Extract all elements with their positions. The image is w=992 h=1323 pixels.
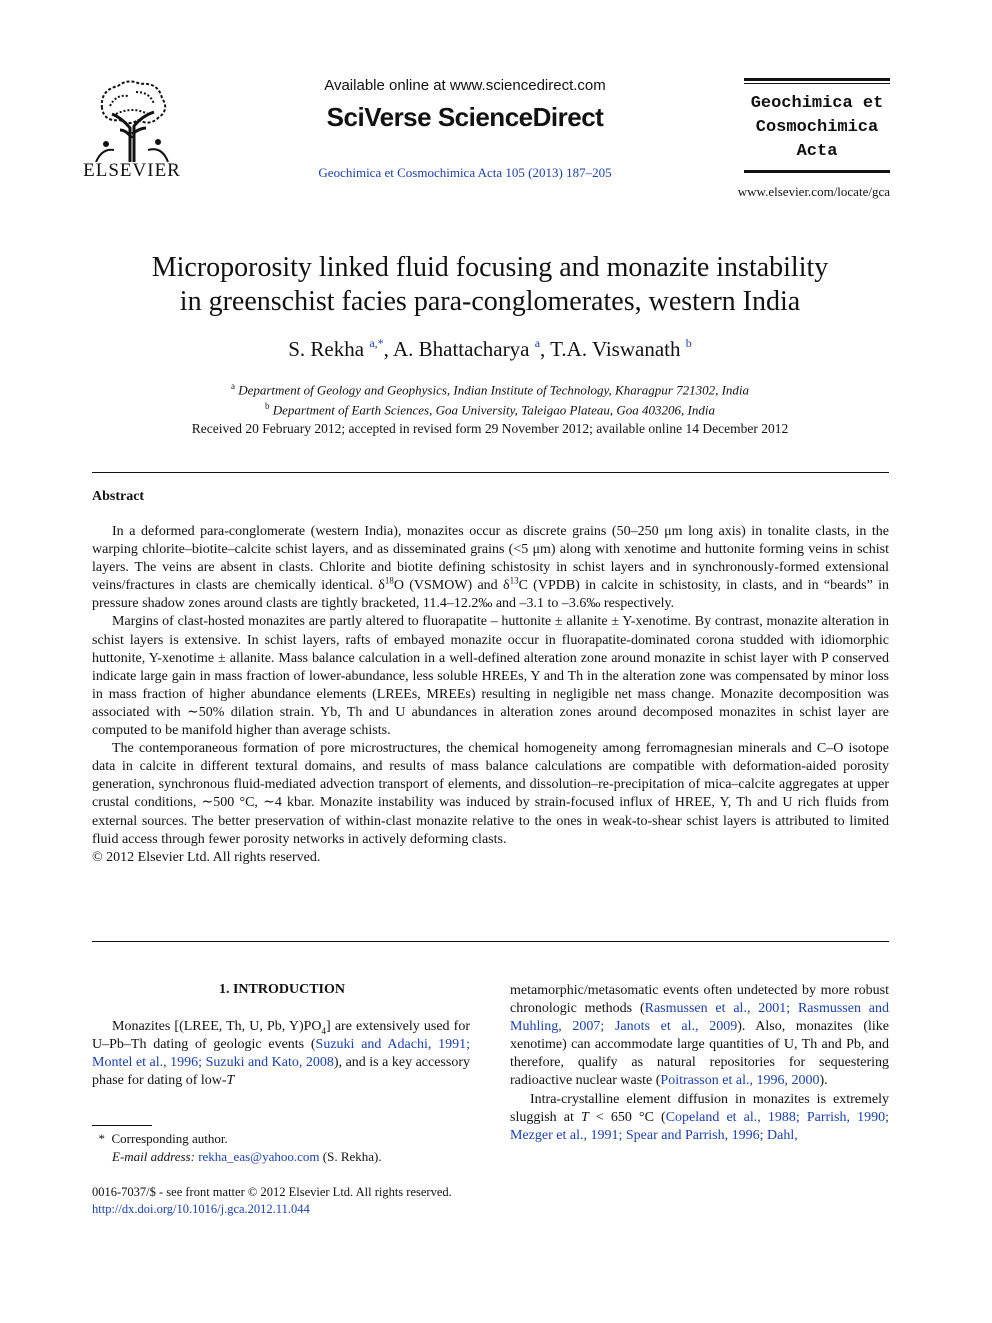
- affiliation-text: Department of Geology and Geophysics, Indian Institute of Technology, Kharagpur 721302, India: [238, 382, 750, 398]
- journal-name-line: Cosmochimica: [755, 118, 879, 137]
- subscript: 4: [321, 1025, 327, 1036]
- email-line: [92, 1148, 482, 1166]
- affiliation-mark: b: [265, 401, 270, 412]
- text-run: ), and is a key accessory phase for dating of low-: [92, 1055, 470, 1089]
- right-column: [510, 982, 889, 1145]
- divider: [92, 472, 889, 473]
- copyright: © 2012 Elsevier Ltd. All rights reserved.: [92, 849, 321, 865]
- elsevier-tree-icon: [92, 78, 172, 162]
- elsevier-logo: [80, 78, 184, 184]
- body-paragraph: [510, 982, 889, 1091]
- text-run: ).: [819, 1073, 828, 1089]
- text-run: C (VPDB) in calcite in schistosity, in clasts, and in “beards” in pressure shadow zones around clasts are tightly bracketed, 11.4–12.2‰ and –3.1 to –3.6‰ respectively.: [92, 578, 889, 612]
- affiliation: [92, 398, 888, 418]
- superscript: 18: [384, 575, 394, 586]
- received-dates: Received 20 February 2012; accepted in revised form 29 November 2012; available online 14 December 2012: [191, 421, 789, 436]
- title-line: in greenschist facies para-conglomerates, western India: [179, 286, 801, 317]
- footnote-rule: [92, 1125, 152, 1126]
- footnote: [92, 1130, 482, 1165]
- abstract-paragraph: [92, 523, 889, 613]
- journal-citation-link[interactable]: Geochimica et Cosmochimica Acta 105 (2013) 187–205: [318, 165, 612, 180]
- text-run: metamorphic/metasomatic events often undetected by more robust chronologic methods (: [510, 983, 889, 1017]
- affiliation-text: Department of Earth Sciences, Goa University, Taleigao Plateau, Goa 403206, India: [272, 402, 715, 418]
- divider: [92, 941, 889, 942]
- left-column: [92, 1018, 470, 1090]
- journal-name-line: Acta: [796, 142, 838, 161]
- abstract-paragraph: The contemporaneous formation of pore microstructures, the chemical homogeneity among ferromagnesian minerals and C–O isotope data in calcite in different textural domains, and results of mass balance calculations are compatible with deformation-aided porosity generation, synchronous fluid-mediated advection transport of elements, and dissolution–re-precipitation of mica–calcite aggregates at upper crustal conditions, ∼500 °C, ∼4 kbar. Monazite instability was induced by strain-focused influx of HREE, Y, Th and U rich fluids from external sources. The better preservation of within-clast monazite relative to the ones in weak-to-shear schist layers is attributed to limited fluid access through fewer porosity networks in actively deforming clasts.: [92, 741, 889, 847]
- author-list: S. Rekha $^{a,*}$, A. Bhattacharya $^a$, T.A. Viswanath $^b$: [288, 336, 692, 361]
- author-name: A. Bhattacharya: [392, 337, 530, 361]
- author-marks[interactable]: a,*: [369, 336, 384, 350]
- text-run: ] are extensively used for U–Pb–Th dating of geologic events (: [92, 1019, 470, 1053]
- journal-name: [744, 84, 890, 170]
- article-title: [92, 251, 888, 319]
- corresponding-author: [92, 1130, 482, 1148]
- body-paragraph: [92, 1018, 470, 1090]
- email-link[interactable]: rekha_eas@yahoo.com: [198, 1148, 320, 1164]
- abstract-body: [92, 523, 889, 867]
- journal-name-line: Geochimica et: [750, 94, 884, 113]
- affiliations: [92, 378, 888, 419]
- text-run: ). Also, monazites (like xenotime) can accommodate large quantities of U, Th and Pb, and therefore, qualify as natural repositories for sequestering radioactive nuclear waste (: [510, 1019, 889, 1089]
- text-run: Intra-crystalline element diffusion in monazites is extremely sluggish at: [510, 1091, 889, 1125]
- author-marks[interactable]: b: [685, 336, 692, 350]
- citation-link[interactable]: Poitrasson et al., 1996, 2000: [660, 1073, 820, 1089]
- abstract-heading: Abstract: [92, 489, 145, 504]
- journal-url[interactable]: www.elsevier.com/locate/gca: [737, 184, 890, 199]
- text-run: O (VSMOW) and δ: [393, 578, 510, 594]
- author-name: T.A. Viswanath: [550, 337, 681, 361]
- title-line: Microporosity linked fluid focusing and monazite instability: [151, 252, 829, 283]
- text-run: < 650 °C (: [588, 1109, 666, 1125]
- footnote-label: Corresponding author.: [111, 1131, 228, 1146]
- author-marks[interactable]: a: [534, 336, 541, 350]
- citation-link[interactable]: Rasmussen et al., 2001; Rasmussen and Muhling, 2007; Janots et al., 2009: [510, 1001, 889, 1035]
- available-online: Available online at www.sciencedirect.com: [324, 77, 606, 94]
- section-heading: 1. INTRODUCTION: [218, 982, 345, 997]
- text-run: In a deformed para-conglomerate (western India), monazites occur as discrete grains (50–250 μm long axis) in tonalite clasts, in the warping chlorite–biotite–calcite schist layers, and as disseminated grains (<5 μm) along with xenotime and huttonite forming veins in schist layers. The veins are absent in clasts. Chlorite and biotite defining schistosity in schist layers and in synchronously-formed extensional veins/fractures in clasts are chemically identical. δ: [92, 524, 889, 594]
- body-paragraph: [510, 1091, 889, 1145]
- issn-line: 0016-7037/$ - see front matter © 2012 Elsevier Ltd. All rights reserved.: [92, 1185, 452, 1199]
- italic-run: T: [226, 1073, 235, 1089]
- citation-link[interactable]: Copeland et al., 1988; Parrish, 1990; Mezger et al., 1991; Spear and Parrish, 1996; Dahl,: [510, 1109, 889, 1143]
- rule-top: [744, 78, 890, 81]
- citation-link[interactable]: Suzuki and Adachi, 1991; Montel et al., 1996; Suzuki and Kato, 2008: [92, 1037, 470, 1071]
- page-footer: [92, 1184, 512, 1218]
- rule-bottom: [744, 170, 890, 173]
- author-name: S. Rekha: [288, 337, 365, 361]
- sciencedirect-brand: SciVerse ScienceDirect: [326, 102, 604, 132]
- italic-run: T: [580, 1109, 589, 1125]
- elsevier-wordmark: ELSEVIER: [83, 160, 181, 181]
- journal-title-box: [744, 78, 890, 173]
- email-label: E-mail address:: [112, 1148, 195, 1164]
- doi-link[interactable]: http://dx.doi.org/10.1016/j.gca.2012.11.044: [92, 1202, 310, 1216]
- footnote-mark: *: [98, 1131, 105, 1146]
- abstract-paragraph: Margins of clast-hosted monazites are partly altered to fluorapatite – huttonite ± allanite ± Y-xenotime. By contrast, monazite alteration in schist layers is extensive. In schist layers, rafts of embayed monazite occur in fluorapatite-dominated corona studded with idiomorphic huttonite, Y-xenotime ± allanite. Mass balance calculation in a well-defined alteration zone around monazite in schist layer with P conserved indicate large gain in mass fraction of lower-abundance, less soluble HREEs, Y and Th in the alteration zone was compensated by minor loss in mass fraction of higher abundance elements (LREEs, MREEs) resulting in negligible net mass change. Monazite decomposition was associated with ∼50% dilation strain. Yb, Th and U abundances in alteration zones around decomposed monazites in schist layer are computed to be manifold higher than average schists.: [92, 614, 889, 739]
- affiliation-mark: a: [230, 381, 235, 391]
- superscript: 13: [509, 575, 519, 586]
- email-owner: (S. Rekha).: [322, 1148, 382, 1164]
- text-run: Monazites [(LREE, Th, U, Pb, Y)PO: [112, 1019, 322, 1034]
- affiliation: [92, 378, 888, 398]
